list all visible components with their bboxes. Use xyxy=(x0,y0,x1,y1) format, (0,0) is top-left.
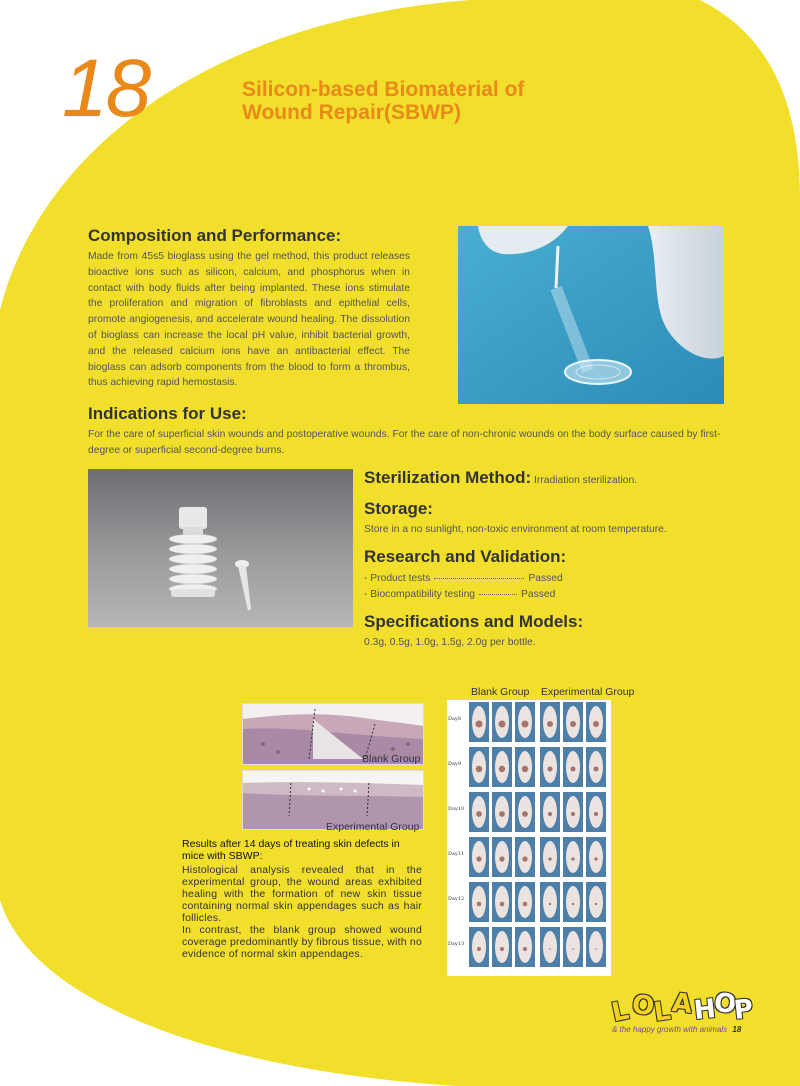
indications-heading: Indications for Use: xyxy=(88,404,247,423)
wound-spot xyxy=(570,721,576,727)
title-line-2: Wound Repair(SBWP) xyxy=(242,101,461,124)
page-number-large: 18 xyxy=(62,43,150,134)
storage-heading: Storage: xyxy=(364,499,433,518)
title-line-1: Silicon-based Biomaterial of xyxy=(242,78,525,101)
spray-application-photo xyxy=(458,226,724,404)
composition-text: Made from 45s5 bioglass using the gel method, this product releases bioactive ions such as silicon, calcium, and phosphorus when in contact with body fluids after being implanted. These ions stimulate the proliferation and migration of fibroblasts and epithelial cells, promote angiogenesis, and accelerate wound healing. The dissolution of bioglass can increase the local pH value, inhibit bacterial growth, and the released calcium ions have an antibacterial effect. The bioglass can adsorb components from the blood to form a thrombus, thus achieving rapid hemostasis. xyxy=(88,251,410,389)
indications-text: For the care of superficial skin wounds and postoperative wounds. For the care of non-chronic wounds on the body surface caused by first-degree or superficial second-degree burns. xyxy=(88,429,721,456)
wound-spot xyxy=(595,948,597,950)
wound-spot xyxy=(593,721,599,727)
research-item-result: Passed xyxy=(528,573,563,584)
research-item-label: - Product tests xyxy=(364,573,431,584)
wound-spot xyxy=(522,811,528,817)
logo-letter: L xyxy=(651,995,673,1029)
mice-blank-header: Blank Group xyxy=(471,686,530,698)
specifications-text: 0.3g, 0.5g, 1.0g, 1.5g, 2.0g per bottle. xyxy=(364,637,536,648)
research-item-result: Passed xyxy=(521,589,556,600)
footer-tagline xyxy=(612,1025,741,1034)
research-item-1 xyxy=(364,573,574,584)
wound-spot xyxy=(548,857,551,860)
wound-spot xyxy=(547,766,552,771)
mouse-body xyxy=(566,841,580,873)
day-label: Day12 xyxy=(448,896,465,902)
composition-heading: Composition and Performance: xyxy=(88,226,342,245)
tagline-text: & the happy growth with animals xyxy=(612,1025,728,1034)
wound-spot xyxy=(500,947,504,951)
day-label: Day13 xyxy=(448,941,465,947)
wound-spot xyxy=(500,902,505,907)
wound-spot xyxy=(571,812,575,816)
lolahop-logo xyxy=(609,985,760,1029)
mouse-body xyxy=(589,886,603,918)
research-heading: Research and Validation: xyxy=(364,547,567,566)
results-text xyxy=(182,864,422,960)
logo-letter: P xyxy=(732,994,755,1026)
mouse-body xyxy=(543,931,557,963)
wound-spot xyxy=(477,947,481,951)
blank-group-caption: Blank Group xyxy=(362,753,421,765)
day-label: Day11 xyxy=(448,851,465,857)
wound-spot xyxy=(523,947,527,951)
wound-spot xyxy=(594,857,597,860)
logo-letter: O xyxy=(712,987,739,1021)
wound-spot xyxy=(594,812,598,816)
wound-spot xyxy=(476,811,482,817)
sterilization-block xyxy=(364,468,637,488)
results-text-2: In contrast, the blank group showed wound coverage predominantly by fibrous tissue, with no evidence of normal skin appendages. xyxy=(182,924,422,960)
wound-spot xyxy=(547,721,553,727)
wound-spot xyxy=(476,856,481,861)
logo-letter: H xyxy=(692,993,718,1027)
mouse-body xyxy=(589,841,603,873)
wound-spot xyxy=(523,902,528,907)
results-text-1: Histological analysis revealed that in the experimental group, the wound areas exhibited healing with the formation of new skin tissue containing normal skin appendages such as hair follicles. xyxy=(182,864,422,924)
wound-spot xyxy=(476,766,482,772)
wound-spot xyxy=(477,902,482,907)
logo-letter: O xyxy=(630,989,657,1023)
logo-letter: L xyxy=(609,995,632,1029)
sterilization-text: Irradiation sterilization. xyxy=(531,475,638,486)
day-label: Day10 xyxy=(448,806,465,812)
results-heading: Results after 14 days of treating skin defects in mice with SBWP: xyxy=(182,838,400,862)
day-label: Day8 xyxy=(448,716,461,722)
product-bottle-photo xyxy=(88,469,353,627)
wound-spot xyxy=(593,766,598,771)
experimental-group-caption: Experimental Group xyxy=(326,821,420,833)
wound-spot xyxy=(570,766,575,771)
mouse-body xyxy=(566,886,580,918)
wound-spot xyxy=(499,856,504,861)
mouse-body xyxy=(566,931,580,963)
wound-spot xyxy=(499,721,506,728)
footer-page-number: 18 xyxy=(732,1025,742,1034)
mouse-body xyxy=(543,841,557,873)
wound-spot xyxy=(522,766,528,772)
wound-spot xyxy=(595,903,597,905)
storage-text: Store in a no sunlight, non-toxic environment at room temperature. xyxy=(364,524,667,535)
logo-letter: A xyxy=(670,988,694,1020)
page-title xyxy=(242,78,642,124)
wound-spot xyxy=(549,903,551,905)
wound-spot xyxy=(549,948,551,950)
wound-spot xyxy=(499,766,505,772)
wound-spot xyxy=(522,721,529,728)
leader-dots xyxy=(479,594,517,595)
research-item-2 xyxy=(364,589,574,600)
research-item-label: - Biocompatibility testing xyxy=(364,589,476,600)
wound-spot xyxy=(572,903,574,905)
mouse-body xyxy=(589,931,603,963)
mice-experimental-header: Experimental Group xyxy=(541,686,635,698)
specifications-heading: Specifications and Models: xyxy=(364,612,584,631)
wound-spot xyxy=(522,856,527,861)
mouse-body xyxy=(543,886,557,918)
wound-spot xyxy=(548,812,552,816)
wound-spot xyxy=(571,857,574,860)
wound-spot xyxy=(572,948,574,950)
leader-dots xyxy=(434,578,524,579)
sterilization-heading: Sterilization Method: xyxy=(364,468,532,487)
mice-photo-grid xyxy=(447,700,611,976)
day-label: Day9 xyxy=(448,761,461,767)
wound-spot xyxy=(499,811,505,817)
wound-spot xyxy=(476,721,483,728)
